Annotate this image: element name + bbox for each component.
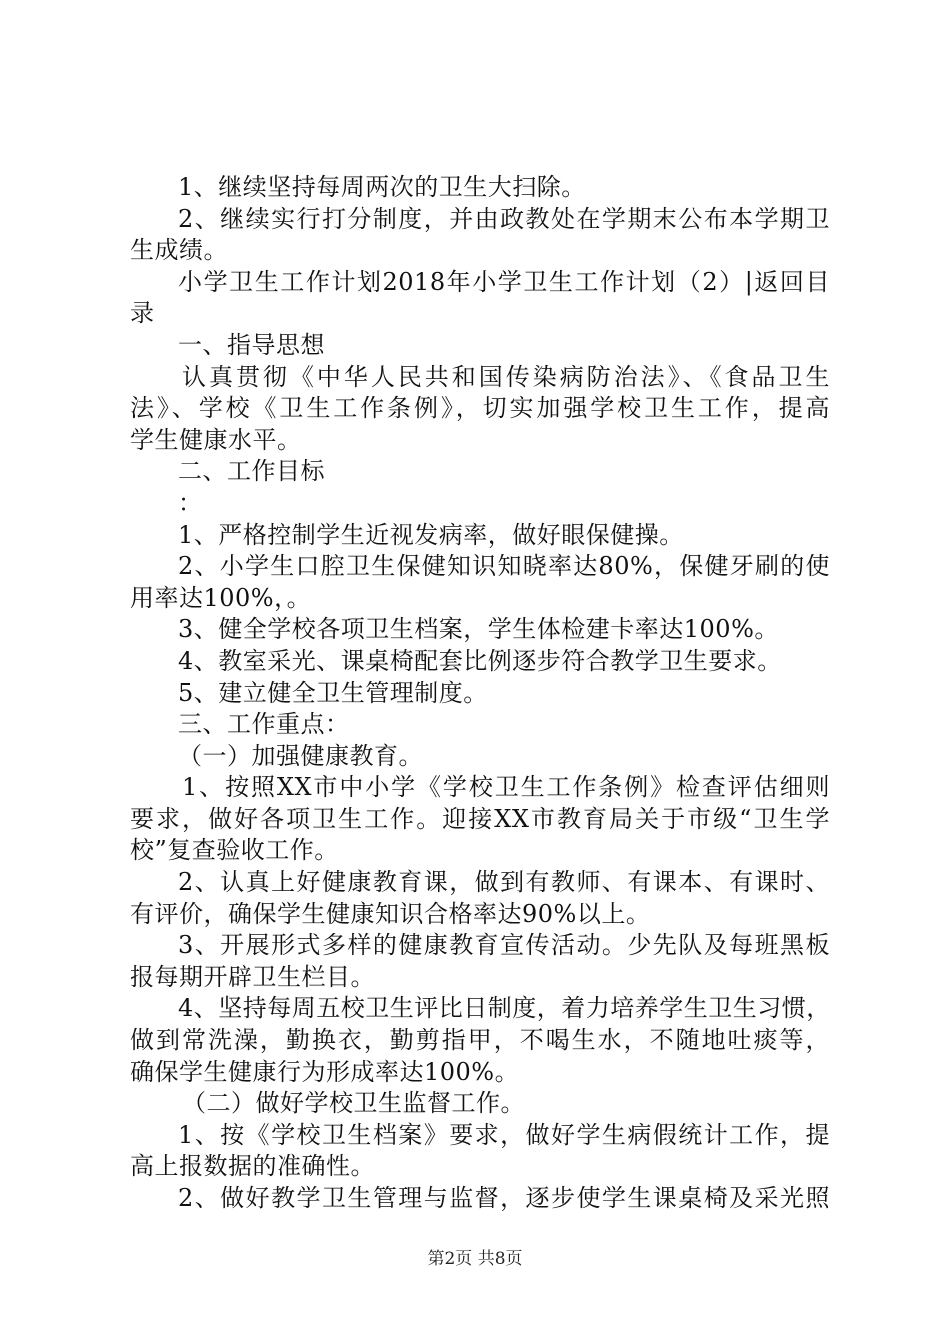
text-line: 用率达100%，。 [130, 583, 312, 612]
text-line: 4、坚持每周五校卫生评比日制度，着力培养学生卫生习惯， [178, 994, 831, 1023]
text-line: ： [178, 488, 203, 517]
text-line: 要求，做好各项卫生工作。迎接XX市教育局关于市级“卫生学 [130, 804, 830, 833]
text-line: 报每期开辟卫生栏目。 [130, 962, 375, 991]
section-heading: 一、指导思想 [178, 330, 325, 359]
text-line: 校”复查验收工作。 [130, 836, 339, 865]
subsection-heading: （二）做好学校卫生监督工作。 [182, 1089, 525, 1118]
text-line: 1、按《学校卫生档案》要求，做好学生病假统计工作，提 [178, 1120, 830, 1149]
text-line: 学生健康水平。 [130, 425, 302, 454]
text-line: 3、健全学校各项卫生档案，学生体检建卡率达100%。 [178, 615, 779, 644]
text-line: 1、按照XX市中小学《学校卫生工作条例》检查评估细则 [182, 773, 830, 802]
text-line: 认真贯彻《中华人民共和国传染病防治法》、《食品卫生 [182, 362, 830, 391]
text-line: 4、教室采光、课桌椅配套比例逐步符合教学卫生要求。 [178, 646, 782, 675]
document-body [130, 172, 830, 1215]
text-line: 5、建立健全卫生管理制度。 [178, 678, 488, 707]
text-line: 2、继续实行打分制度，并由政教处在学期末公布本学期卫 [178, 204, 830, 233]
text-line: 生成绩。 [130, 236, 228, 265]
text-line: 2、做好教学卫生管理与监督，逐步使学生课桌椅及采光照 [178, 1184, 830, 1212]
page-number: 第2页 共8页 [427, 1249, 523, 1269]
text-line: 确保学生健康行为形成率达100%。 [130, 1057, 520, 1086]
section-heading: 三、工作重点： [178, 710, 350, 739]
text-line: 做到常洗澡，勤换衣，勤剪指甲，不喝生水，不随地吐痰等， [130, 1026, 830, 1055]
text-line: 2、小学生口腔卫生保健知识知晓率达80%，保健牙刷的使 [178, 552, 830, 581]
text-line: 高上报数据的准确性。 [130, 1152, 375, 1181]
subsection-heading: （一）加强健康教育。 [178, 741, 423, 770]
text-line: 法》、学校《卫生工作条例》，切实加强学校卫生工作，提高 [130, 394, 830, 423]
text-line: 小学卫生工作计划2018年小学卫生工作计划（2）|返回目 [178, 267, 830, 296]
text-line: 1、继续坚持每周两次的卫生大扫除。 [178, 173, 586, 201]
text-line: 有评价，确保学生健康知识合格率达90%以上。 [130, 899, 651, 928]
text-line: 3、开展形式多样的健康教育宣传活动。少先队及每班黑板 [178, 931, 830, 960]
text-line: 录 [130, 299, 155, 328]
text-line: 1、严格控制学生近视发病率，做好眼保健操。 [178, 520, 684, 549]
section-heading: 二、工作目标 [178, 457, 325, 486]
text-line: 2、认真上好健康教育课，做到有教师、有课本、有课时、 [178, 868, 830, 897]
